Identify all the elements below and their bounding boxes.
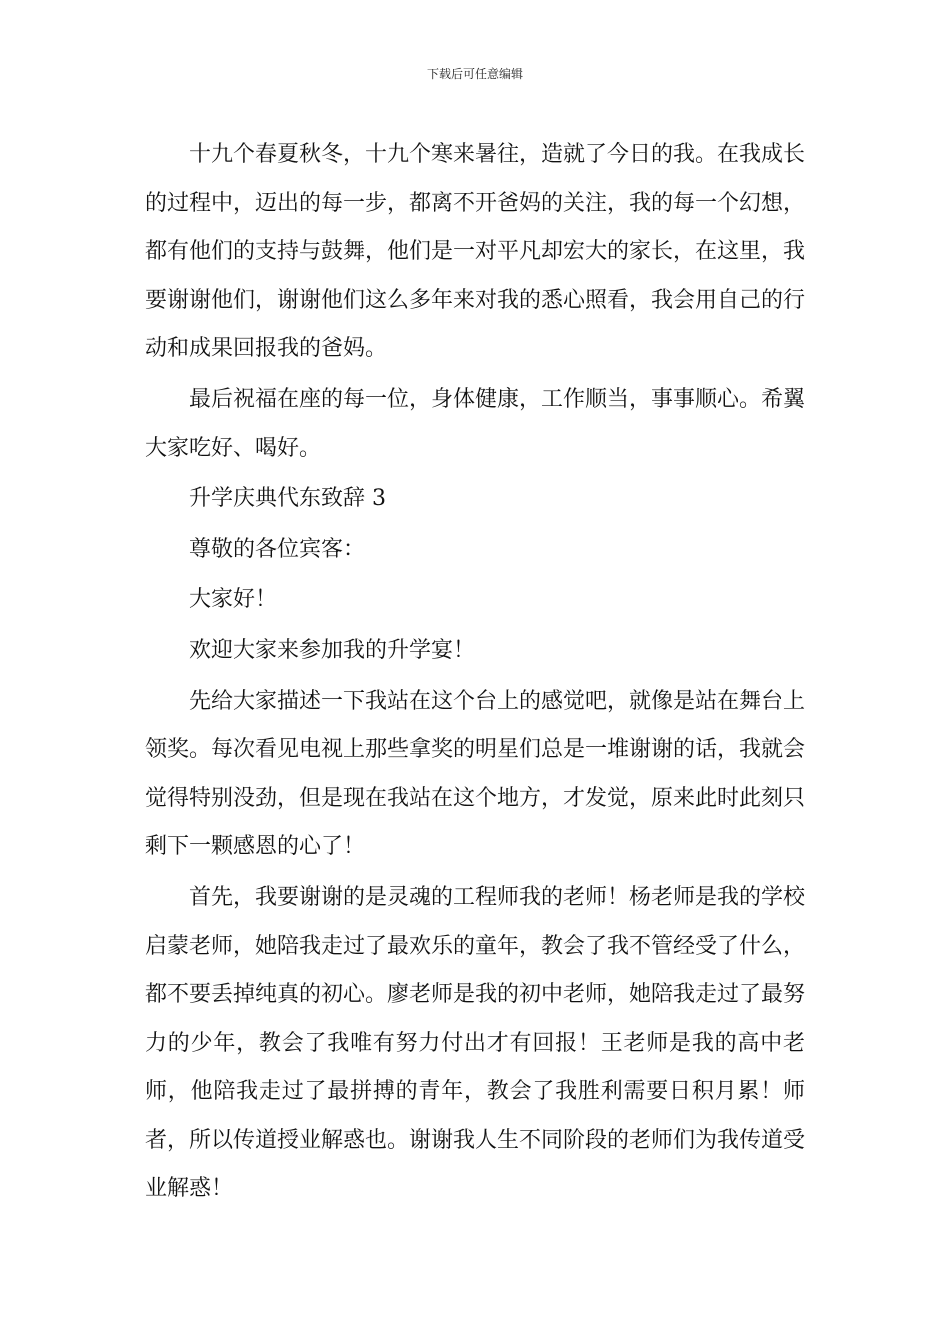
paragraph-feeling: 先给大家描述一下我站在这个台上的感觉吧，就像是站在舞台上领奖。每次看见电视上那些拿奖的明星们总是一堆谢谢的话，我就会觉得特别没劲，但是现在我站在这个地方，才发觉，原来此时此刻只剩下一颗感恩的心了！ [145, 688, 806, 860]
welcome-line: 欢迎大家来参加我的升学宴！ [189, 637, 476, 663]
paragraph-parents-thanks: 十九个春夏秋冬，十九个寒来暑往，造就了今日的我。在我成长的过程中，迈出的每一步，都离不开爸妈的关注，我的每一个幻想，都有他们的支持与鼓舞，他们是一对平凡却宏大的家长，在这里，我要谢谢他们，谢谢他们这么多年来对我的悉心照看，我会用自己的行动和成果回报我的爸妈。 [145, 142, 806, 362]
paragraph-teachers-thanks: 首先，我要谢谢的是灵魂的工程师我的老师！杨老师是我的学校启蒙老师，她陪我走过了最欢乐的童年，教会了我不管经受了什么，都不要丢掉纯真的初心。廖老师是我的初中老师，她陪我走过了最努力的少年，教会了我唯有努力付出才有回报！王老师是我的高中老师，他陪我走过了最拼搏的青年，教会了我胜利需要日积月累！师者，所以传道授业解惑也。谢谢我人生不同阶段的老师们为我传道受业解惑！ [145, 884, 806, 1202]
document-body [145, 131, 805, 1216]
paragraph-blessing: 最后祝福在座的每一位，身体健康，工作顺当，事事顺心。希翼大家吃好、喝好。 [145, 386, 806, 461]
section-title: 升学庆典代东致辞 3 [189, 486, 386, 512]
greeting: 大家好！ [189, 587, 278, 613]
page-header: 下载后可任意编辑 [426, 67, 523, 81]
salutation: 尊敬的各位宾客： [189, 536, 366, 562]
